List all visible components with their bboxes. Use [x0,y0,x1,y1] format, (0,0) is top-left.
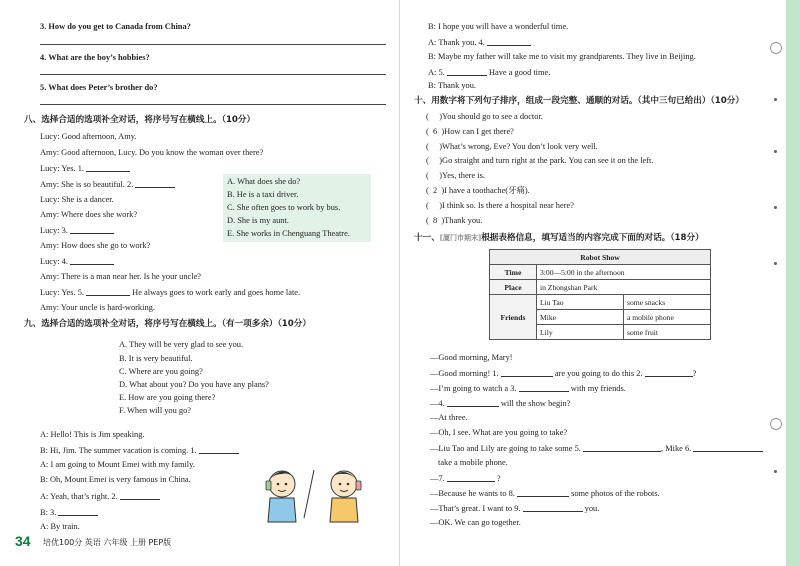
s8-line: Amy: Your uncle is hard-working. [40,303,155,312]
section-8-options-box [223,174,371,242]
dialog-line: —Because he wants to 8. some photos of the robots. [430,489,660,498]
order-item: ( )Go straight and turn right at the park. You can see it on the left. [426,156,654,165]
s9-option: B. It is very beautiful. [119,354,193,363]
order-item: ( )I think so. Is there a hospital near here? [426,201,574,210]
section-9-title: 九、选择合适的选项补全对话，将序号写在横线上。（有一项多余）（10分） [24,319,311,329]
dialog-line: take a mobile phone. [438,458,508,467]
binding-margin [768,0,786,566]
blank-11-9[interactable] [523,502,583,512]
s8-option: C. She often goes to work by bus. [227,203,341,212]
blank-8-2[interactable] [135,178,175,188]
blank-9-3[interactable] [58,506,98,516]
s8-line: Lucy: Good afternoon, Amy. [40,132,137,141]
time-value: 3:00—5:00 in the afternoon [537,265,711,280]
binding-dot-icon [774,470,777,473]
dialog-line: —That’s great. I want to 9. you. [430,504,600,513]
green-page-border [786,0,800,566]
answer-line-3[interactable] [40,44,386,45]
blank-11-3[interactable] [519,382,569,392]
section-10-title: 十、用数字将下列句子排序，组成一段完整、通顺的对话。（其中三句已给出）（10分） [414,96,744,106]
dialog-line: A: 5. Have a good time. [428,68,551,77]
s9-option: D. What about you? Do you have any plans? [119,380,269,389]
s9-line: A: I am going to Mount Emei with my family. [40,460,195,469]
s9-line: A: Hello! This is Jim speaking. [40,430,145,439]
s8-option: B. He is a taxi driver. [227,190,299,199]
table-row [490,295,711,310]
phone-call-illustration [262,462,367,524]
blank-11-8[interactable] [517,487,569,497]
answer-line-4[interactable] [40,74,386,75]
table-row [490,265,711,280]
time-label: Time [490,265,537,280]
blank-9-1[interactable] [199,444,239,454]
table-row [490,280,711,295]
binding-ring-icon [770,418,782,430]
dialog-line: —Oh, I see. What are you going to take? [430,428,568,437]
friend-item: some snacks [624,295,711,310]
dialog-line: —7. ? [430,474,501,483]
s9-option: F. When will you go? [119,406,191,415]
order-item: ( )Yes, there is. [426,171,485,180]
dialog-line: B: Maybe my father will take me to visit my grandparents. They live in Beijing. [428,52,696,61]
order-number[interactable]: 8 [432,216,438,225]
blank-8-3[interactable] [70,224,114,234]
s8-line: Lucy: 4. [40,255,114,267]
s9-line: B: Oh, Mount Emei is very famous in China. [40,475,191,484]
order-item: ( 6 )How can I get there? [426,127,514,136]
blank-11-4[interactable] [447,397,499,407]
s8-line: Amy: She is so beautiful. 2. [40,178,175,190]
s8-line: Amy: There is a man near her. Is he your uncle? [40,272,202,281]
answer-line-5[interactable] [40,104,386,105]
dialog-line: A: Thank you. 4. [428,36,531,48]
dialog-line: B: Thank you. [428,81,477,90]
s8-line: Lucy: She is a dancer. [40,195,114,204]
friend-name: Mike [537,310,624,325]
source-tag: [厦门市期末] [439,234,482,242]
friend-name: Lily [537,325,624,340]
order-item: ( )You should go to see a doctor. [426,112,543,121]
order-item: ( 8 )Thank you. [426,216,483,225]
s8-line: Amy: Good afternoon, Lucy. Do you know the woman over there? [40,148,264,157]
dialog-line: —I’m going to watch a 3. with my friends. [430,384,626,393]
s9-line: B: 3. [40,506,98,518]
s9-option: A. They will be very glad to see you. [119,340,244,349]
order-item: ( 2 )I have a toothache(牙痛). [426,186,530,195]
s9-line: A: By train. [40,522,80,531]
friend-name: Liu Tao [537,295,624,310]
page-number: 34 [15,533,31,549]
dialog-line: —At three. [430,413,468,422]
place-label: Place [490,280,537,295]
question-5: 5. What does Peter’s brother do? [40,83,158,92]
blank-9-2[interactable] [120,490,160,500]
blank-8-4[interactable] [70,255,114,265]
place-value: in Zhongshan Park [537,280,711,295]
robot-show-table [489,249,711,340]
dialog-line: —Liu Tao and Lily are going to take some 5. , Mike 6. [430,442,763,454]
dialog-line: —Good morning! 1. are you going to do this 2. ? [430,369,697,378]
dialog-line: —Good morning, Mary! [430,353,513,362]
s8-line: Amy: Where does she work? [40,210,138,219]
s8-option: A. What does she do? [227,177,301,186]
blank-11-7[interactable] [447,472,495,482]
blank-11-5[interactable] [583,442,661,452]
order-number[interactable]: 2 [432,186,438,195]
section-8-title: 八、选择合适的选项补全对话，将序号写在横线上。（10分） [24,115,256,125]
section-11-title: 十一、[厦门市期末]根据表格信息，填写适当的内容完成下面的对话。（18分） [414,233,704,243]
s8-line: Lucy: Yes. 5. He always goes to work early and goes home late. [40,288,301,297]
blank-9-4[interactable] [487,36,531,46]
s8-option: E. She works in Chenguang Theatre. [227,229,350,238]
blank-8-1[interactable] [86,162,130,172]
blank-8-5[interactable] [86,286,130,296]
s9-line: A: Yeah, that’s right. 2. [40,490,160,502]
order-number[interactable]: 6 [432,127,438,136]
dialog-line: —4. will the show begin? [430,399,571,408]
binding-ring-icon [770,42,782,54]
friend-item: a mobile phone [624,310,711,325]
boy-left-icon [266,471,296,522]
s8-option: D. She is my aunt. [227,216,289,225]
s9-line: B: Hi, Jim. The summer vacation is coming. 1. [40,444,239,456]
question-4: 4. What are the boy’s hobbies? [40,53,150,62]
binding-dot-icon [774,98,777,101]
binding-dot-icon [774,262,777,265]
s9-option: C. Where are you going? [119,367,203,376]
binding-dot-icon [774,150,777,153]
dialog-line: —OK. We can go together. [430,518,521,527]
s8-line: Lucy: Yes. 1. [40,162,130,174]
book-info: 培优100分 英语 六年级 上册 PEP版 [43,538,172,547]
table-header: Robot Show [490,250,711,265]
friends-label: Friends [490,295,537,340]
friend-item: some fruit [624,325,711,340]
order-item: ( )What’s wrong, Eve? You don’t look very well. [426,142,598,151]
s8-line: Lucy: 3. [40,224,114,236]
blank-11-6[interactable] [693,442,763,452]
question-3: 3. How do you get to Canada from China? [40,22,191,31]
blank-9-5[interactable] [447,66,487,76]
s8-line: Amy: How does she go to work? [40,241,151,250]
binding-dot-icon [774,206,777,209]
blank-11-1[interactable] [501,367,553,377]
boy-right-icon [330,471,361,522]
s9-option: E. How are you going there? [119,393,216,402]
blank-11-2[interactable] [645,367,693,377]
dialog-line: B: I hope you will have a wonderful time. [428,22,569,31]
